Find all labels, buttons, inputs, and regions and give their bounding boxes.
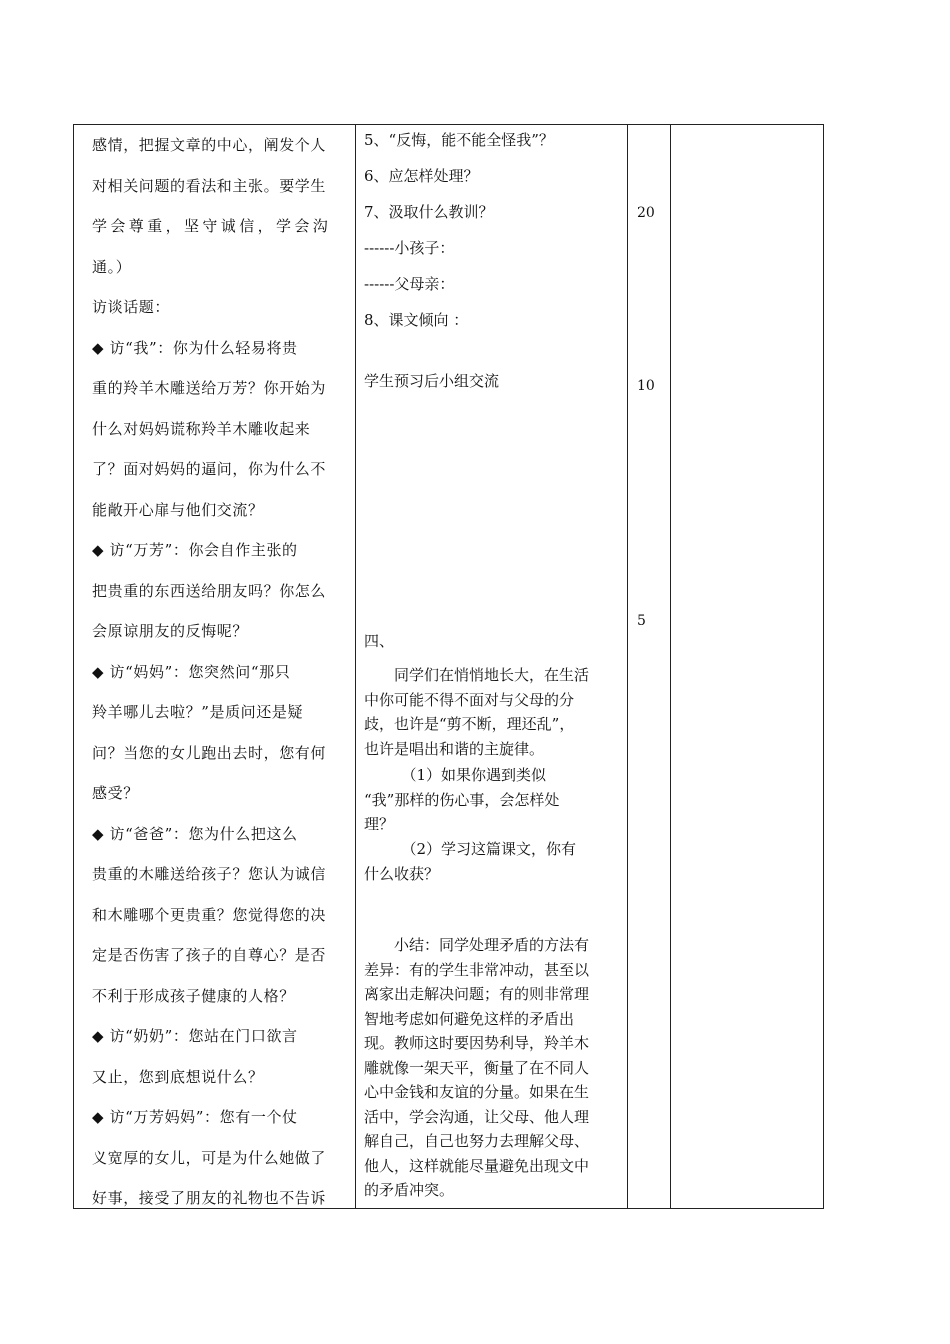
text-line: 现。教师这时要因势利导，羚羊木 (364, 1034, 590, 1052)
text-line: 歧，也许是“剪不断，理还乱”， (364, 715, 575, 733)
text-line: 感受？ (92, 784, 139, 802)
text-line: 羚羊哪儿去啦？”是质问还是疑 (92, 703, 304, 721)
time-value: 5 (637, 613, 646, 629)
question-line: 5、“反悔，能不能全怪我”？ (364, 131, 554, 149)
text-line: （2）学习这篇课文，你有 (364, 840, 577, 858)
text-line: 重的羚羊木雕送给万芳？你开始为 (92, 379, 327, 397)
activity-line: 学生预习后小组交流 (364, 372, 500, 390)
text-line: ◆ 访“万芳妈妈”：您有一个仗 (92, 1108, 298, 1126)
text-line: 智地考虑如何避免这样的矛盾出 (364, 1009, 575, 1028)
text-line: 和木雕哪个更贵重？您觉得您的决 (92, 905, 327, 924)
text-line: 定是否伤害了孩子的自尊心？是否 (92, 946, 327, 964)
text-line: ◆ 访“万芳”：你会自作主张的 (92, 541, 298, 559)
text-line: ◆ 访“奶奶”：您站在门口欲言 (92, 1027, 298, 1045)
paragraph-question-2 (364, 837, 619, 886)
text-line: 问？当您的女儿跑出去时，您有何 (92, 743, 327, 762)
text-line: 不利于形成孩子健康的人格？ (92, 986, 295, 1005)
text-line: 什么对妈妈谎称羚羊木雕收起来 (92, 419, 311, 438)
time-value: 10 (637, 378, 655, 394)
text-line: 解自己，自己也努力去理解父母、 (364, 1132, 590, 1150)
question-line: 7、汲取什么教训？ (364, 203, 494, 221)
text-line: 感情，把握文章的中心，阐发个人 (92, 136, 327, 154)
column-divider (355, 125, 356, 1208)
interview-topics-column (92, 125, 354, 1219)
text-line: 理？ (364, 815, 395, 833)
text-line: ◆ 访“妈妈”：您突然问“那只 (92, 662, 291, 681)
text-line: 也许是唱出和谐的主旋律。 (364, 739, 545, 758)
text-line: 访谈话题： (92, 298, 171, 316)
text-line: 雕就像一架天平，衡量了在不同人 (364, 1058, 590, 1077)
paragraph-summary (364, 933, 619, 1203)
section-heading: 四、 (364, 632, 395, 650)
text-line: 活中，学会沟通，让父母、他人理 (364, 1107, 590, 1126)
text-line: 会原谅朋友的反悔呢？ (92, 622, 249, 640)
text-line: 了？面对妈妈的逼问，你为什么不 (92, 460, 327, 478)
text-line: 中你可能不得不面对与父母的分 (364, 690, 575, 709)
text-line: 好事，接受了朋友的礼物也不告诉 (92, 1189, 327, 1207)
time-value: 20 (637, 205, 655, 221)
column-divider (670, 125, 671, 1208)
text-line: 通。） (92, 257, 132, 276)
lesson-plan-table (73, 124, 824, 1209)
paragraph-intro (364, 663, 619, 761)
text-line: 又止，您到底想说什么？ (92, 1067, 264, 1086)
text-line: “我”那样的伤心事，会怎样处 (364, 790, 560, 809)
text-line: 义宽厚的女儿，可是为什么她做了 (92, 1148, 327, 1167)
question-line: ------小孩子： (364, 239, 455, 257)
text-line: 贵重的木雕送给孩子？您认为诚信 (92, 865, 327, 883)
text-line: 离家出走解决问题；有的则非常理 (364, 985, 590, 1003)
text-line: 学会尊重，坚守诚信，学会沟 (92, 217, 332, 235)
text-line: 他人，这样就能尽量避免出现文中 (364, 1156, 590, 1175)
question-line: ------父母亲： (364, 275, 455, 293)
text-line: 对相关问题的看法和主张。要学生 (92, 176, 327, 195)
text-line: 能敞开心扉与他们交流？ (92, 500, 264, 519)
column-divider (627, 125, 628, 1208)
text-line: 把贵重的东西送给朋友吗？你怎么 (92, 581, 327, 600)
text-line: 同学们在悄悄地长大，在生活 (364, 666, 590, 684)
text-line: （1）如果你遇到类似 (364, 766, 547, 784)
text-line: 小结：同学处理矛盾的方法有 (364, 936, 590, 954)
paragraph-question-1 (364, 763, 619, 837)
text-line: 的矛盾冲突。 (364, 1181, 455, 1199)
question-line: 6、应怎样处理？ (364, 167, 479, 185)
question-line: 8、课文倾向 ： (364, 311, 469, 329)
text-line: 心中金钱和友谊的分量。如果在生 (364, 1083, 590, 1101)
text-line: 什么收获？ (364, 864, 440, 883)
text-line: ◆ 访“我”：你为什么轻易将贵 (92, 338, 298, 357)
text-line: 差异：有的学生非常冲动，甚至以 (364, 960, 590, 979)
text-line: ◆ 访“爸爸”：您为什么把这么 (92, 824, 298, 843)
